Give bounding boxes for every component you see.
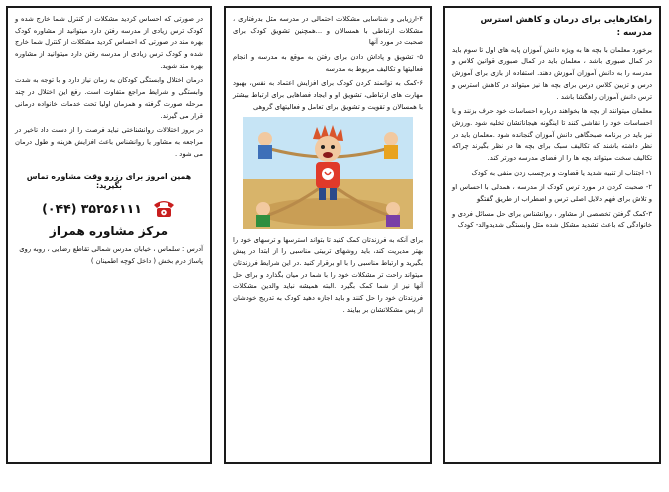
list-item: ۴-ارزیابی و شناسایی مشکلات احتمالی در مدرسه مثل بدرفتاری ، مشکلات ارتباطی با همسالان و ...همچنین تشویق کودک برای صحبت در مورد آنها xyxy=(233,15,423,47)
right-panel xyxy=(443,6,661,464)
middle-panel xyxy=(224,6,432,464)
paragraph: در صورتی که احساس کردید مشکلات از کنترل شما خارج شده و کودک ترس زیادی از مدرسه رفتن دارد میتوانید از مشاوره کودک بهره مند در صورتی که احساس کردید مشکلات از کنترل شما خارج شده و کودک ترس زیادی از مدرسه رفتن دارد میتوانید از مشاوره بهره مند شوید. xyxy=(15,15,203,70)
telephone-icon xyxy=(152,198,176,218)
contact-heading: همین امروز برای رزرو وقت مشاوره تماس بگیرید: xyxy=(26,172,192,191)
paragraph: برخورد معلمان با بچه ها به ویژه دانش آموزان پایه های اول تا سوم باید در کمال صبوری باشد ، معلمان باید در کمال صبوری قوانین کلاس و مدرسه را به دانش آموزان آموزش دهند. استفاده از بازی برای آموزش درس و تزیین کلاس درس برای بچه ها نیز میتواند در کاهش استرس و ترس دانش آموزان راهگشا باشد . xyxy=(452,45,652,101)
section-heading: راهکارهایی برای درمان و کاهش استرس مدرسه : xyxy=(480,15,652,38)
phone-number[interactable]: (۰۴۴) ۳۵۲۵۶۱۱۱ xyxy=(42,200,142,216)
paragraph: درمان اختلال وابستگی کودکان به زمان نیاز دارد و با توجه به شدت وابستگی و شرایط مراجع متفاوت است. رفع این اختلال در چند مرحله صورت گرفته و همزمان اولیا تحت خدمات خانواده درمانی قرار می گیرند. xyxy=(15,76,203,120)
list-item: ۲- صحبت کردن در مورد ترس کودک از مدرسه ، همدلی با احساس او و تلاش برای فهم دلایل اصلی ترس و اضطراب از طریق گفتگو xyxy=(452,183,652,204)
paragraph: معلمان میتوانند از بچه ها بخواهند درباره احساسات خود حرف بزنند و یا احساسات خود را نقاشی کنند تا اینگونه هیجاناتشان تخلیه شود .ورزش نیز باید در برنامه صبحگاهی دانش آموزان گنجانده شود .معلمان باید در نظر داشته باشند که تکالیف سبک برای بچه ها در نظر بگیرند چراکه تکالیف سخت میتواند بچه ها را از فضای مدرسه دورتر کند. xyxy=(451,107,652,162)
paragraph: برای آنکه به فرزندتان کمک کنید تا بتواند استرسها و ترسهای خود را بهتر مدیریت کند، باید روشهای تربیتی مناسبی را از ابتدا در پیش بگیرید و ارتباط مناسبی را با او برقرار کنید .در این شرایط فرزندتان میتواند راحت تر مشکلات خود را با شما در میان بگذارد و برای حل آنها نیز از شما کمک بگیرد .البته همیشه نباید والدین مشکلات فرزندتان خود را حل کنند و باید اجازه دهید کودک به تدریج خودشان از پس مشکلاتشان بر بیایند . xyxy=(233,235,423,314)
address: آدرس : سلماس ، خیابان مدرس شمالی تقاطع رضایی ، روبه روی پاساژ درم بخش ( داخل کوچه اطمینان ) xyxy=(19,245,203,265)
list-item: ۳-کمک گرفتن تخصصی از مشاور ، روانشناس برای حل مسائل فردی و خانوادگی که باعث تشدید مشکل شده مثل وابستگی شدیدوالد- کودک xyxy=(452,209,652,230)
paragraph: در بروز اختلالات روانشناختی نباید فرصت را از دست داد تاخیر در مراجعه به مشاور یا روانشناس باعث افزایش هزینه و طول درمان می شود . xyxy=(15,126,203,158)
list-item: ۱- اجتناب از تنبیه شدید یا قضاوت و برچسب زدن منفی به کودک xyxy=(471,168,652,177)
list-item: ۵- تشویق و پاداش دادن برای رفتن به موقع به مدرسه و انجام فعالیتها و تکالیف مربوط به مدرسه xyxy=(233,53,423,73)
left-panel xyxy=(6,6,212,464)
center-name: مرکز مشاوره همراز xyxy=(49,224,169,239)
list-item: ۶-کمک به توانمند کردن کودک برای افزایش اعتماد به نفس، بهبود مهارت های ارتباطی، تشویق او و ایجاد فضاهایی برای ارتباط بیشتر با همسالان و تقویت و تشویق برای تعامل و فعالیتهای گروهی xyxy=(233,79,423,111)
tug-of-war-illustration xyxy=(243,117,413,229)
phone-row xyxy=(15,198,203,218)
